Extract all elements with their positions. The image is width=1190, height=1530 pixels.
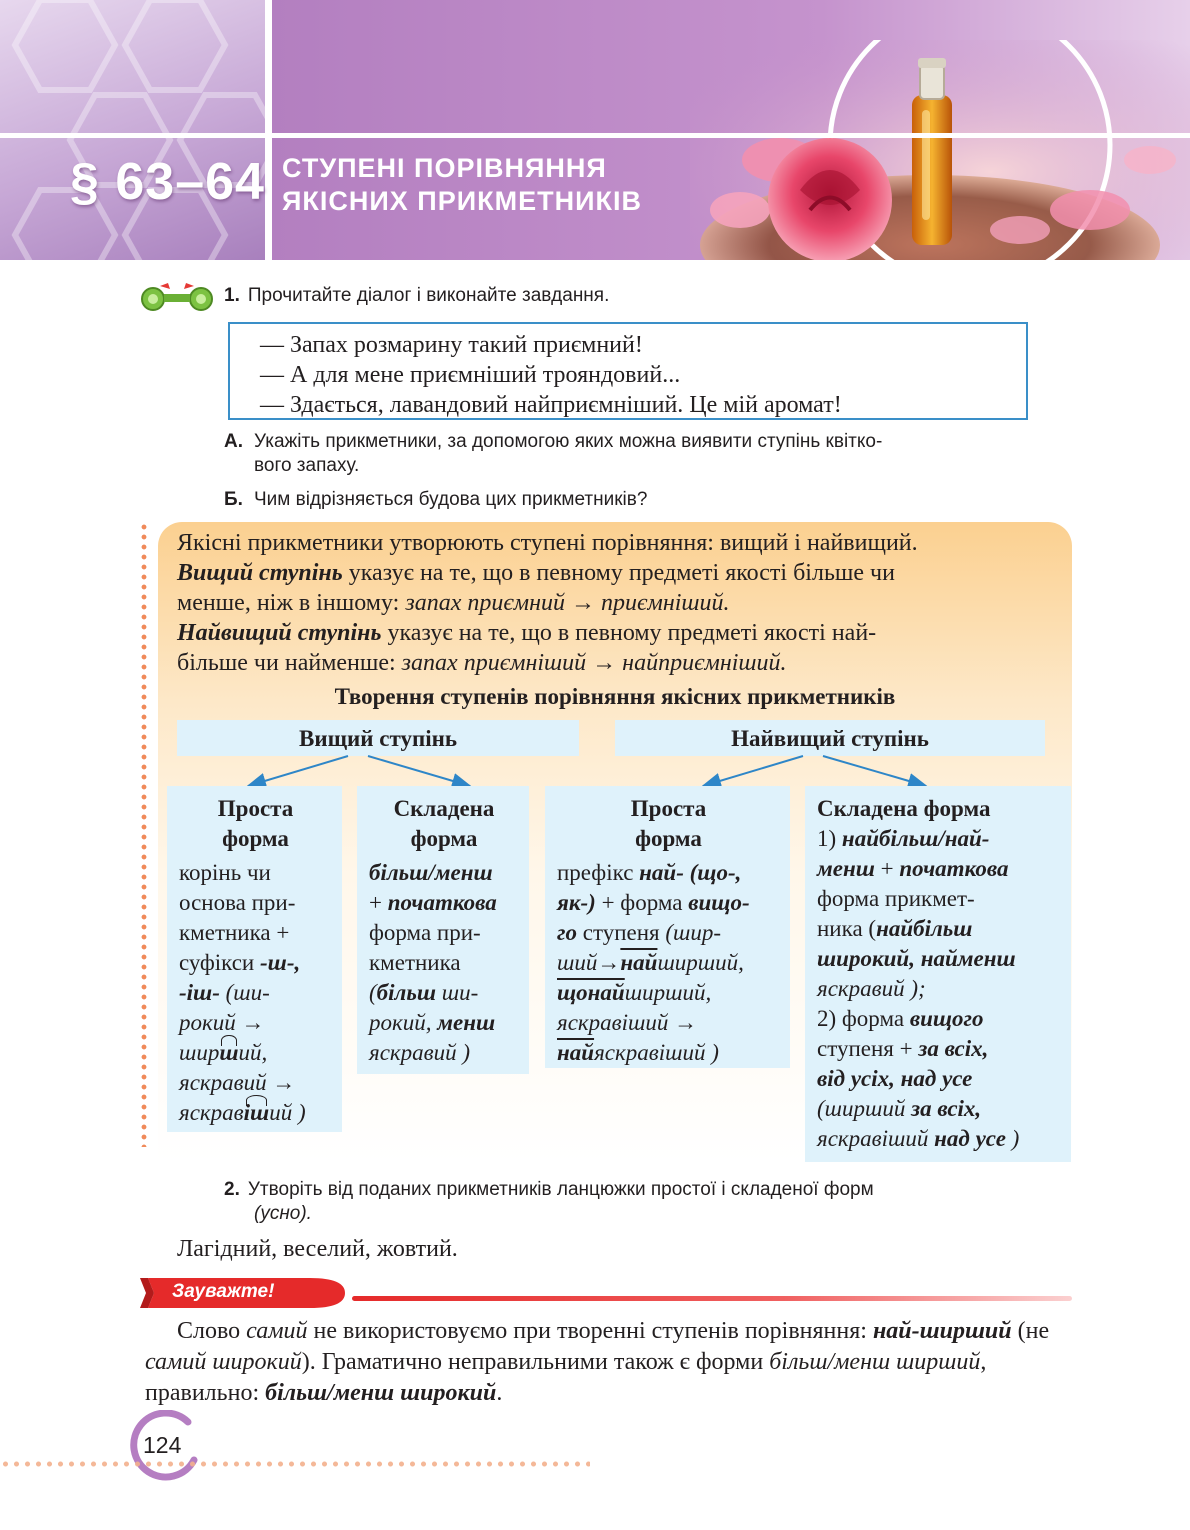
footer-dotted-line bbox=[0, 1460, 590, 1468]
dialog-box bbox=[228, 322, 1028, 420]
rule-line-3: менше, ніж в іншому: запах приємний → приємніший. bbox=[177, 590, 730, 616]
note-label: Зауважте! bbox=[172, 1281, 275, 1302]
section-number: § 63–64 bbox=[70, 153, 265, 211]
task2-number: 2. bbox=[224, 1179, 240, 1200]
task1-instruction: 1. Прочитайте діалог і виконайте завдання. bbox=[224, 285, 610, 306]
header-left-panel bbox=[0, 0, 265, 260]
binoculars-icon bbox=[140, 282, 215, 312]
rose-and-oil-bottle-photo bbox=[690, 40, 1190, 260]
task1-number: 1. bbox=[224, 285, 240, 306]
task2-words: Лагідний, веселий, жовтий. bbox=[177, 1236, 458, 1262]
scheme-arrows bbox=[158, 750, 1072, 790]
page-number: 124 bbox=[143, 1432, 182, 1458]
higher-degree-heading: Вищий ступінь bbox=[177, 720, 579, 756]
chapter-title-line2: ЯКІСНИХ ПРИКМЕТНИКІВ bbox=[282, 186, 642, 216]
highest-degree-heading: Найвищий ступінь bbox=[615, 720, 1045, 756]
hexagon-pattern bbox=[0, 0, 265, 260]
simple-form-higher: Проста форма корінь чи основа при- кметника + суфікси -ш-, -іш- (ши- рокий → ширший, яскравий → яскравіший ) bbox=[167, 786, 342, 1132]
rule-line-5: більше чи найменше: запах приємніший → найприємніший. bbox=[177, 650, 787, 676]
simple-form-highest: Проста форма префікс най- (що-, як-) + форма вищо- го ступеня (шир- ший→найширший, щонайширший, яскравіший → найяскравіший ) bbox=[545, 786, 790, 1068]
note-text: Слово самий не використовуємо при творенні ступенів порівняння: най-ширший (не самий широкий). Граматично неправильними також є форми більш/менш ширший, правильно: більш/менш широкий. bbox=[145, 1318, 1050, 1406]
rule-line-4: Найвищий ступінь указує на те, що в певному предметі якості най- bbox=[177, 620, 877, 646]
question-b: Б. Чим відрізняється будова цих прикметників? bbox=[224, 489, 648, 510]
chapter-title-line1: СТУПЕНІ ПОРІВНЯННЯ bbox=[282, 153, 607, 183]
scheme-title: Творення ступенів порівняння якісних прикметників bbox=[334, 684, 896, 709]
chapter-title bbox=[282, 152, 642, 218]
compound-form-higher: Складена форма більш/менш + початкова форма при- кметника (більш ши- рокий, менш яскравий ) bbox=[357, 786, 529, 1074]
header-divider bbox=[0, 133, 1190, 138]
task2-instruction: 2. Утворіть від поданих прикметників ланцюжки простої і складеної форм (усно). bbox=[224, 1179, 874, 1224]
question-a: А. Укажіть прикметники, за допомогою яких можна виявити ступінь квітко- вого запаху. bbox=[224, 431, 883, 476]
rule-line-1: Якісні прикметники утворюють ступені порівняння: вищий і найвищий. bbox=[177, 530, 918, 556]
rule-line-2: Вищий ступінь указує на те, що в певному предметі якості більше чи bbox=[177, 560, 895, 586]
chapter-header bbox=[0, 0, 1190, 260]
dialog-line: — Здається, лавандовий найприємніший. Це мій аромат! bbox=[260, 392, 842, 418]
dotted-margin-line bbox=[141, 522, 147, 1147]
compound-form-highest: Складена форма 1) найбільш/най- менш + початкова форма прикмет- ника (найбільш широкий, найменш яскравий ); 2) форма вищого ступеня + за всіх, від усіх, над усе (ширший за всіх, яскравіший над усе ) bbox=[805, 786, 1071, 1162]
dialog-line: — Запах розмарину такий приємний! bbox=[260, 332, 643, 358]
dialog-line: — А для мене приємніший трояндовий... bbox=[260, 362, 681, 388]
note-divider bbox=[352, 1296, 1072, 1301]
